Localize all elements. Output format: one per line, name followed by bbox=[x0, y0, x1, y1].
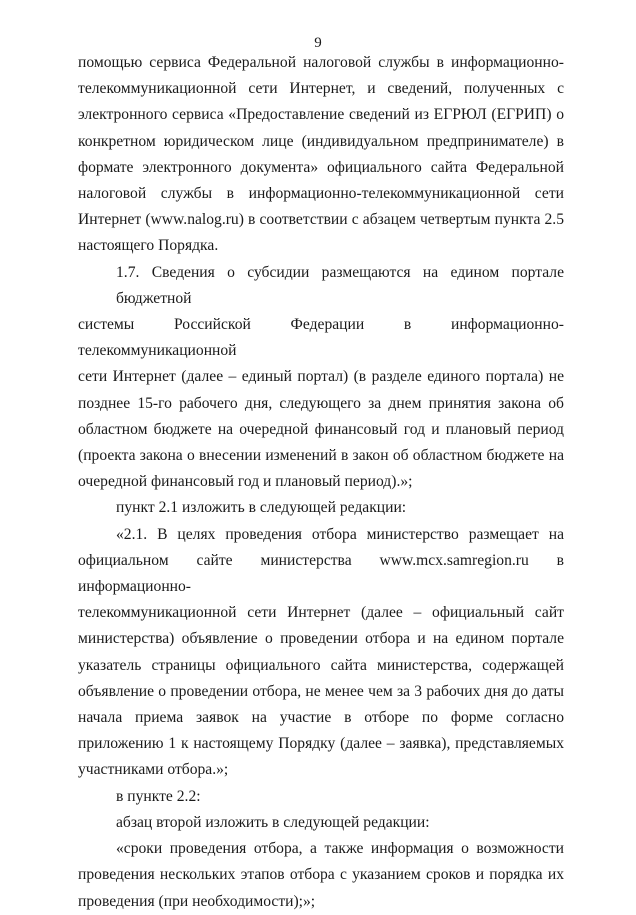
text-line: объявление о проведении отбора, не менее чем за 3 рабочих дня до даты bbox=[78, 682, 564, 700]
paragraph-item-2-1-intro bbox=[78, 495, 564, 521]
text-line: (проекта закона о внесении изменений в закон об областном бюджете на bbox=[78, 447, 564, 465]
text-line: формате электронного документа» официального сайта Федеральной bbox=[78, 158, 564, 176]
page-number: 9 bbox=[314, 35, 322, 51]
paragraph-item-2-2-para bbox=[78, 810, 564, 836]
text-line: очередной финансовый год и плановый период).»; bbox=[78, 473, 413, 491]
paragraph-item-2-1 bbox=[78, 522, 564, 784]
text-line: официальном сайте министерства www.mcx.samregion.ru в информационно- bbox=[78, 551, 564, 596]
text-line: «сроки проведения отбора, а также информация о возможности bbox=[116, 840, 564, 858]
paragraph-item-2-2-intro bbox=[78, 784, 564, 810]
text-line: пункт 2.1 изложить в следующей редакции: bbox=[116, 499, 407, 517]
text-line: абзац второй изложить в следующей редакции: bbox=[116, 813, 430, 831]
text-line: начала приема заявок на участие в отборе по форме согласно bbox=[78, 709, 564, 727]
text-line: телекоммуникационной сети Интернет (далее – официальный сайт bbox=[78, 604, 564, 622]
text-line: электронного сервиса «Предоставление сведений из ЕГРЮЛ (ЕГРИП) о bbox=[78, 106, 564, 124]
text-line: налоговой службы в информационно-телекоммуникационной сети bbox=[78, 185, 564, 203]
text-line: указатель страницы официального сайта министерства, содержащей bbox=[78, 656, 564, 674]
text-line: Интернет (www.nalog.ru) в соответствии с абзацем четвертым пункта 2.5 bbox=[78, 211, 564, 229]
text-line: телекоммуникационной сети Интернет, и сведений, полученных с bbox=[78, 80, 564, 98]
text-line: в пункте 2.2: bbox=[116, 787, 201, 805]
text-line: приложению 1 к настоящему Порядку (далее – заявка), представляемых bbox=[78, 735, 564, 753]
text-line: проведения (при необходимости);»; bbox=[78, 892, 316, 910]
paragraph-item-1-7 bbox=[78, 260, 564, 496]
text-line: «2.1. В целях проведения отбора министерство размещает на bbox=[116, 525, 564, 543]
paragraph-item-2-2-text bbox=[78, 836, 564, 915]
text-line: 1.7. Сведения о субсидии размещаются на едином портале бюджетной bbox=[116, 263, 564, 307]
paragraph-continuation bbox=[78, 50, 564, 260]
text-line: позднее 15-го рабочего дня, следующего за днем принятия закона об bbox=[78, 394, 564, 412]
document-body bbox=[78, 50, 564, 915]
text-line: конкретном юридическом лице (индивидуальном предпринимателе) в bbox=[78, 132, 564, 150]
text-line: настоящего Порядка. bbox=[78, 237, 219, 255]
text-line: системы Российской Федерации в информационно-телекоммуникационной bbox=[78, 316, 564, 360]
text-line: областном бюджете на очередной финансовый год и плановый период bbox=[78, 420, 564, 438]
text-line: сети Интернет (далее – единый портал) (в разделе единого портала) не bbox=[78, 368, 564, 386]
text-line: проведения нескольких этапов отбора с указанием сроков и порядка их bbox=[78, 866, 564, 884]
text-line: министерства) объявление о проведении отбора и на едином портале bbox=[78, 630, 564, 648]
text-line: помощью сервиса Федеральной налоговой службы в информационно- bbox=[78, 54, 564, 71]
text-line: участниками отбора.»; bbox=[78, 761, 229, 779]
